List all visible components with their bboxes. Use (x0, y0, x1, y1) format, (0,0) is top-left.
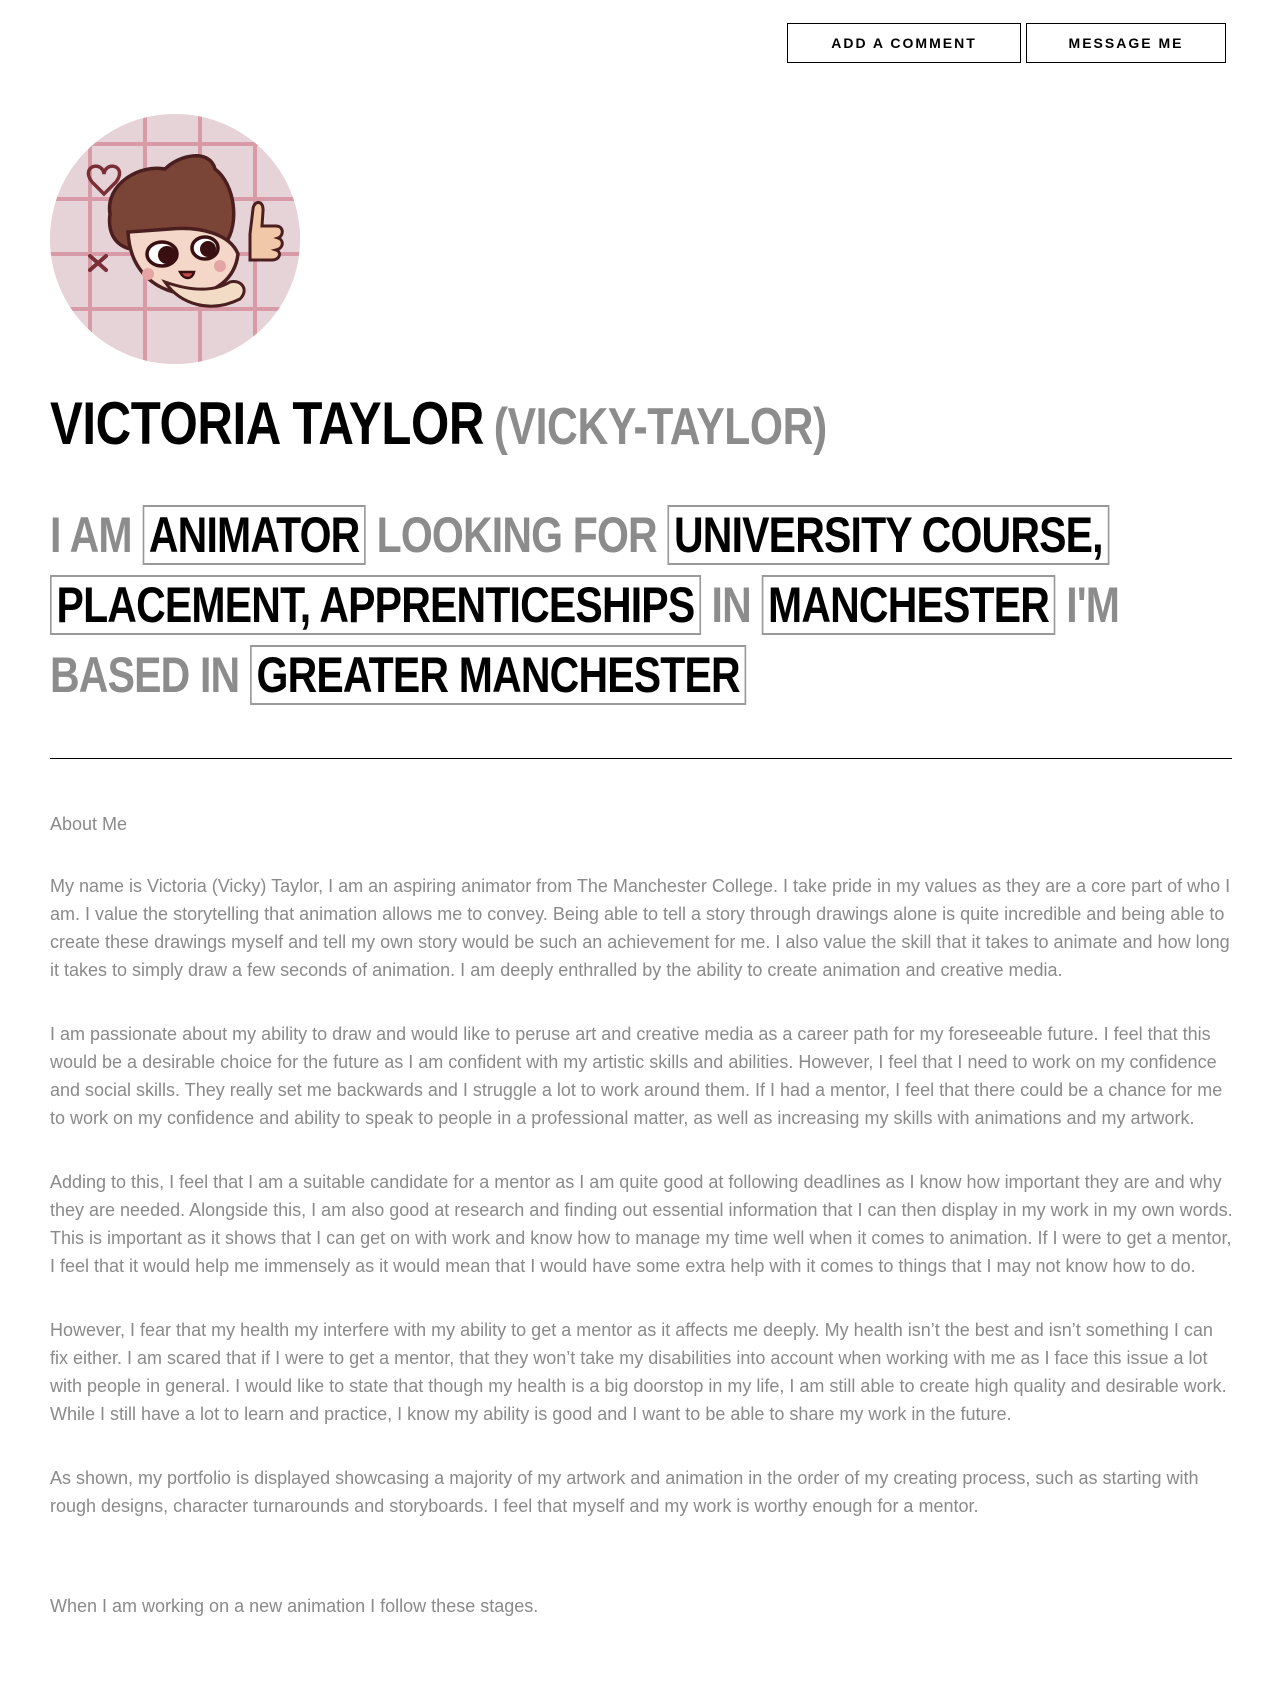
profile-name: VICTORIA TAYLOR (50, 390, 484, 457)
intro-in: IN (711, 577, 751, 633)
about-paragraph: Adding to this, I feel that I am a suitable candidate for a mentor as I am quite good at following deadlines as I know how important they are and why they are needed. Alongside this, I am also good at research and finding out essential information that I can then display in my work in my own words. This is important as it shows that I can get on with work and know how to manage my time well when it comes to animation. If I were to get a mentor, I feel that it would help me immensely as it would mean that I would have some extra help with it comes to things that I may not know how to do. (50, 1172, 1233, 1276)
home-location-tag[interactable]: GREATER MANCHESTER (250, 645, 746, 705)
profile-headline (50, 388, 827, 463)
message-me-button[interactable]: MESSAGE ME (1026, 23, 1226, 63)
profile-actions (787, 23, 1226, 63)
add-comment-button[interactable]: ADD A COMMENT (787, 23, 1021, 63)
avatar (50, 114, 300, 364)
about-title: About Me (50, 814, 128, 834)
stages-intro: When I am working on a new animation I follow these stages. (50, 1596, 539, 1616)
about-paragraph: My name is Victoria (Vicky) Taylor, I am an aspiring animator from The Manchester College. I take pride in my values as they are a core part of who I am. I value the storytelling that animation allows me to convey. Being able to tell a story through drawings alone is quite incredible and being able to create these drawings myself and tell my own story would be such an achievement for me. I also value the skill that it takes to animate and how long it takes to simply draw a few seconds of animation. I am deeply enthralled by the ability to create animation and creative media. (50, 876, 1231, 980)
about-paragraph: As shown, my portfolio is displayed showcasing a majority of my artwork and animation in the order of my creating process, such as starting with rough designs, character turnarounds and storyboards. I feel that myself and my work is worthy enough for a mentor. (50, 1468, 1199, 1516)
intro-i-am: I AM (50, 507, 132, 563)
intro-looking-for: LOOKING FOR (376, 507, 657, 563)
about-paragraph: However, I fear that my health my interfere with my ability to get a mentor as it affects me deeply. My health isn’t the best and isn’t something I can fix either. I am scared that if I were to get a mentor, that they won’t take my disabilities into account when working with me as I face this issue a lot with people in general. I would like to state that though my health is a big doorstop in my life, I am still able to create high quality and desirable work. While I still have a lot to learn and practice, I know my ability is good and I want to be able to share my work in the future. (50, 1320, 1227, 1424)
intro-based-in: I'M BASED IN (50, 577, 1120, 703)
cartoon-avatar-icon (50, 114, 300, 364)
intro-statement (50, 500, 1149, 710)
opportunities-tag[interactable]: UNIVERSITY COURSE, PLACEMENT, APPRENTICESHIPS (50, 505, 1109, 635)
about-section (50, 810, 1235, 1656)
profile-handle: (VICKY-TAYLOR) (493, 398, 827, 456)
location-tag[interactable]: MANCHESTER (761, 575, 1055, 635)
section-divider (50, 758, 1232, 759)
about-paragraph: I am passionate about my ability to draw and would like to peruse art and creative media as a career path for my foreseeable future. I feel that this would be a desirable choice for the future as I am confident with my artistic skills and abilities. However, I feel that I need to work on my confidence and social skills. They really set me backwards and I struggle a lot to work around them. If I had a mentor, I feel that there could be a chance for me to work on my confidence and ability to speak to people in a professional matter, as well as increasing my skills with animations and my artwork. (50, 1024, 1223, 1128)
role-tag[interactable]: ANIMATOR (142, 505, 366, 565)
